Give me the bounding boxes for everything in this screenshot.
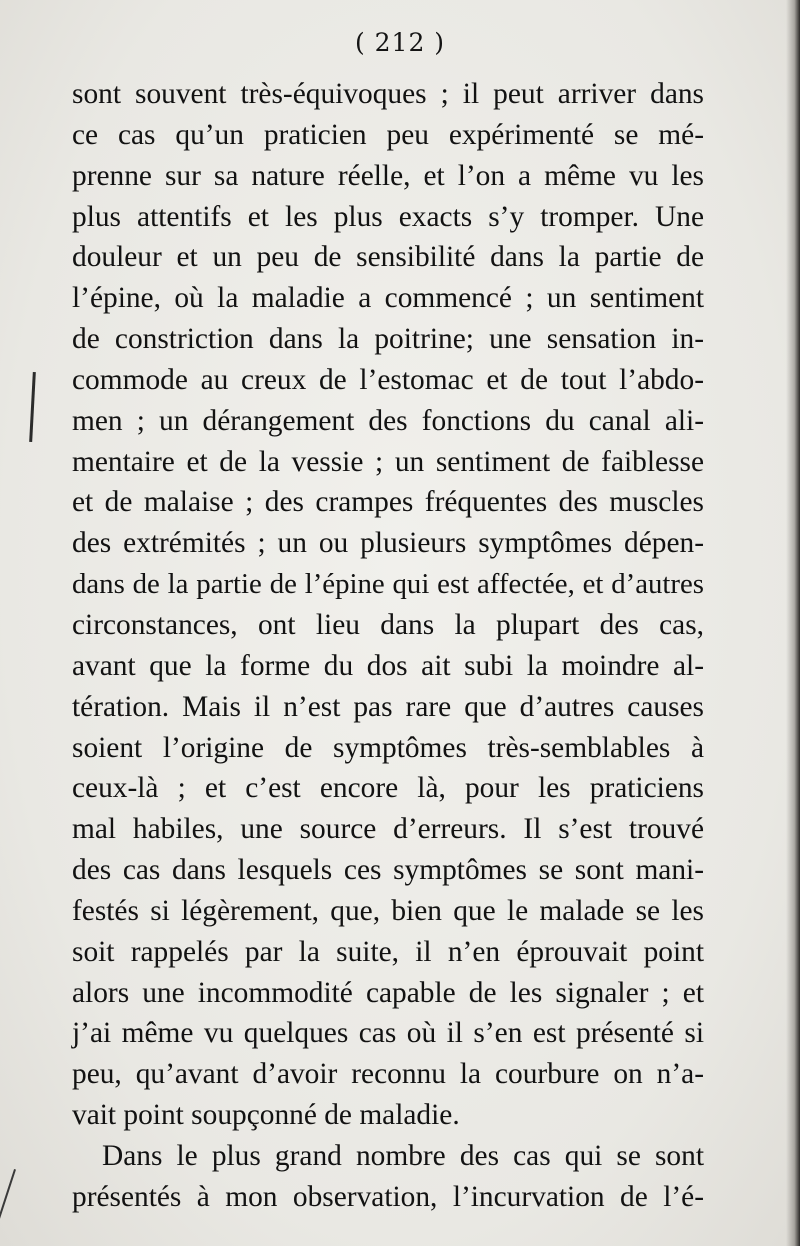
- text-line: et de malaise ; des crampes fréquentes des muscles: [72, 486, 704, 519]
- text-line: ceux-là ; et c’est encore là, pour les praticiens: [72, 772, 704, 805]
- text-line: ce cas qu’un praticien peu expérimenté se mé-: [72, 118, 704, 151]
- text-line: soient l’origine de symptômes très-semblables à: [72, 731, 704, 764]
- text-line: circonstances, ont lieu dans la plupart des cas,: [72, 608, 704, 641]
- text-line: tération. Mais il n’est pas rare que d’autres causes: [72, 690, 704, 723]
- text-line: plus attentifs et les plus exacts s’y tromper. Une: [72, 200, 704, 233]
- text-line: mentaire et de la vessie ; un sentiment de faiblesse: [72, 445, 704, 478]
- text-line: dans de la partie de l’épine qui est affectée, et d’autres: [72, 568, 704, 601]
- text-line: des cas dans lesquels ces symptômes se sont mani-: [72, 854, 704, 887]
- text-line: présentés à mon observation, l’incurvation de l’é-: [72, 1180, 704, 1213]
- page-number: ( 212 ): [354, 28, 446, 57]
- text-line: avant que la forme du dos ait subi la moindre al-: [72, 649, 704, 682]
- text-line: prenne sur sa nature réelle, et l’on a même vu les: [72, 159, 704, 192]
- text-line: sont souvent très-équivoques ; il peut arriver dans: [72, 78, 704, 110]
- text-line: alors une incommodité capable de les signaler ; et: [72, 976, 704, 1009]
- margin-mark: [0, 1169, 16, 1219]
- margin-mark: [29, 372, 36, 442]
- page-edge-shadow: [786, 0, 800, 1246]
- text-line: l’épine, où la maladie a commencé ; un sentiment: [72, 282, 704, 315]
- text-line: festés si légèrement, que, bien que le malade se les: [72, 894, 704, 927]
- paragraph-end-line: vait point soupçonné de maladie.: [72, 1099, 460, 1132]
- body-text: [72, 74, 704, 1218]
- text-line: douleur et un peu de sensibilité dans la partie de: [72, 241, 704, 274]
- text-line: commode au creux de l’estomac et de tout l’abdo-: [72, 363, 704, 396]
- text-line: peu, qu’avant d’avoir reconnu la courbure on n’a-: [72, 1058, 704, 1091]
- text-line: soit rappelés par la suite, il n’en éprouvait point: [72, 935, 704, 968]
- text-line: des extrémités ; un ou plusieurs symptômes dépen-: [72, 527, 704, 560]
- paragraph-start-line: Dans le plus grand nombre des cas qui se sont: [102, 1139, 704, 1172]
- text-line: men ; un dérangement des fonctions du canal ali-: [72, 404, 704, 437]
- text-line: de constriction dans la poitrine; une sensation in-: [72, 323, 704, 356]
- text-line: mal habiles, une source d’erreurs. Il s’est trouvé: [72, 813, 704, 846]
- text-line: j’ai même vu quelques cas où il s’en est présenté si: [72, 1017, 704, 1050]
